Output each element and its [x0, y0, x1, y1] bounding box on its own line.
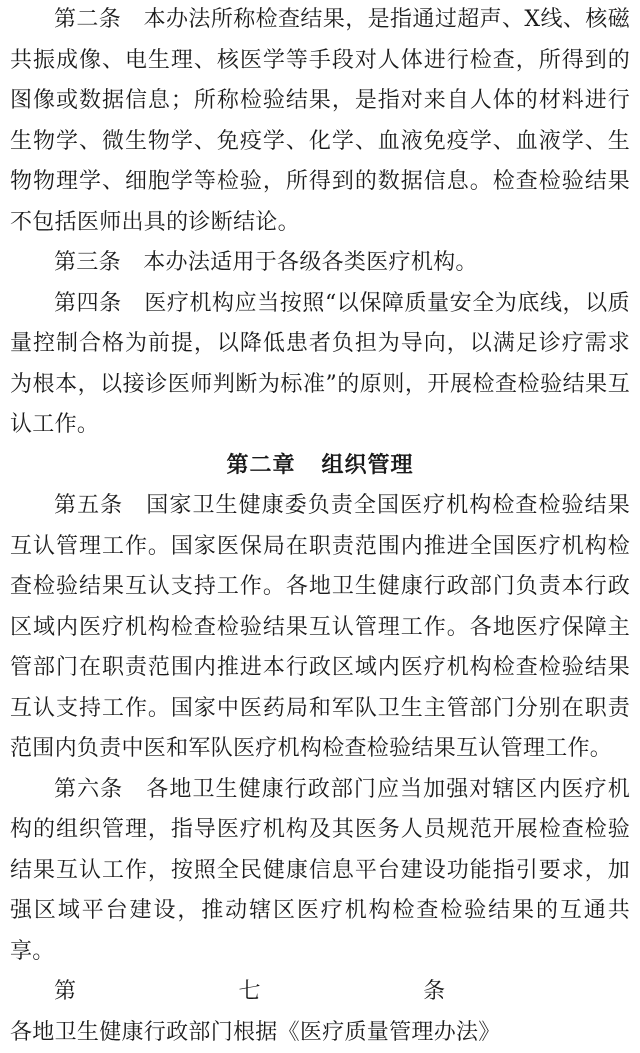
article-4-paragraph [10, 284, 630, 446]
document-page [10, 0, 630, 1053]
chapter-heading [10, 446, 630, 487]
article-5-paragraph [10, 486, 630, 770]
article-text: 各地卫生健康行政部门应当加强对辖区内医疗机构的组织管理，指导医疗机构及其医务人员规范开展检查检验结果互认工作，按照全民健康信息平台建设功能指引要求，加强区域平台建设，推动辖区医疗机构检查检验结果的互通共享。 [10, 776, 630, 964]
article-number: 第四条 [54, 290, 122, 316]
chapter-title: 组织管理 [321, 452, 414, 478]
article-3-paragraph [10, 243, 630, 284]
article-number: 第五条 [54, 493, 124, 518]
chapter-number: 第二章 [226, 452, 296, 478]
article-6-paragraph [10, 770, 630, 973]
article-number: 第二条 [54, 7, 122, 32]
article-text: 国家卫生健康委负责全国医疗机构检查检验结果互认管理工作。国家医保局在职责范围内推进全国医疗机构检查检验结果互认支持工作。各地卫生健康行政部门负责本行政区域内医疗机构检查检验结果互认管理工作。各地医疗保障主管部门在职责范围内推进本行政区域内医疗机构检查检验结果互认支持工作。国家中医药局和军队卫生主管部门分别在职责范围内负责中医和军队医疗机构检查检验结果互认管理工作。 [10, 493, 630, 761]
article-text: 本办法所称检查结果，是指通过超声、X线、核磁共振成像、电生理、核医学等手段对人体进行检查，所得到的图像或数据信息；所称检验结果，是指对来自人体的材料进行生物学、微生物学、免疫学、化学、血液免疫学、血液学、生物物理学、细胞学等检验，所得到的数据信息。检查检验结果不包括医师出具的诊断结论。 [10, 7, 630, 235]
article-text: 各地卫生健康行政部门根据《医疗质量管理办法》 [10, 1019, 501, 1045]
article-2-paragraph [10, 0, 630, 243]
article-number: 第六条 [54, 776, 124, 802]
article-number: 第三条 [54, 250, 121, 275]
article-text: 本办法适用于各级各类医疗机构。 [143, 250, 478, 275]
article-text: 医疗机构应当按照“以保障质量安全为底线，以质量控制合格为前提，以降低患者负担为导向，以满足诊疗需求为根本，以接诊医师判断为标准”的原则，开展检查检验结果互认工作。 [10, 290, 630, 437]
article-number: 第七条 [54, 979, 608, 1004]
article-7-paragraph [10, 972, 630, 1053]
